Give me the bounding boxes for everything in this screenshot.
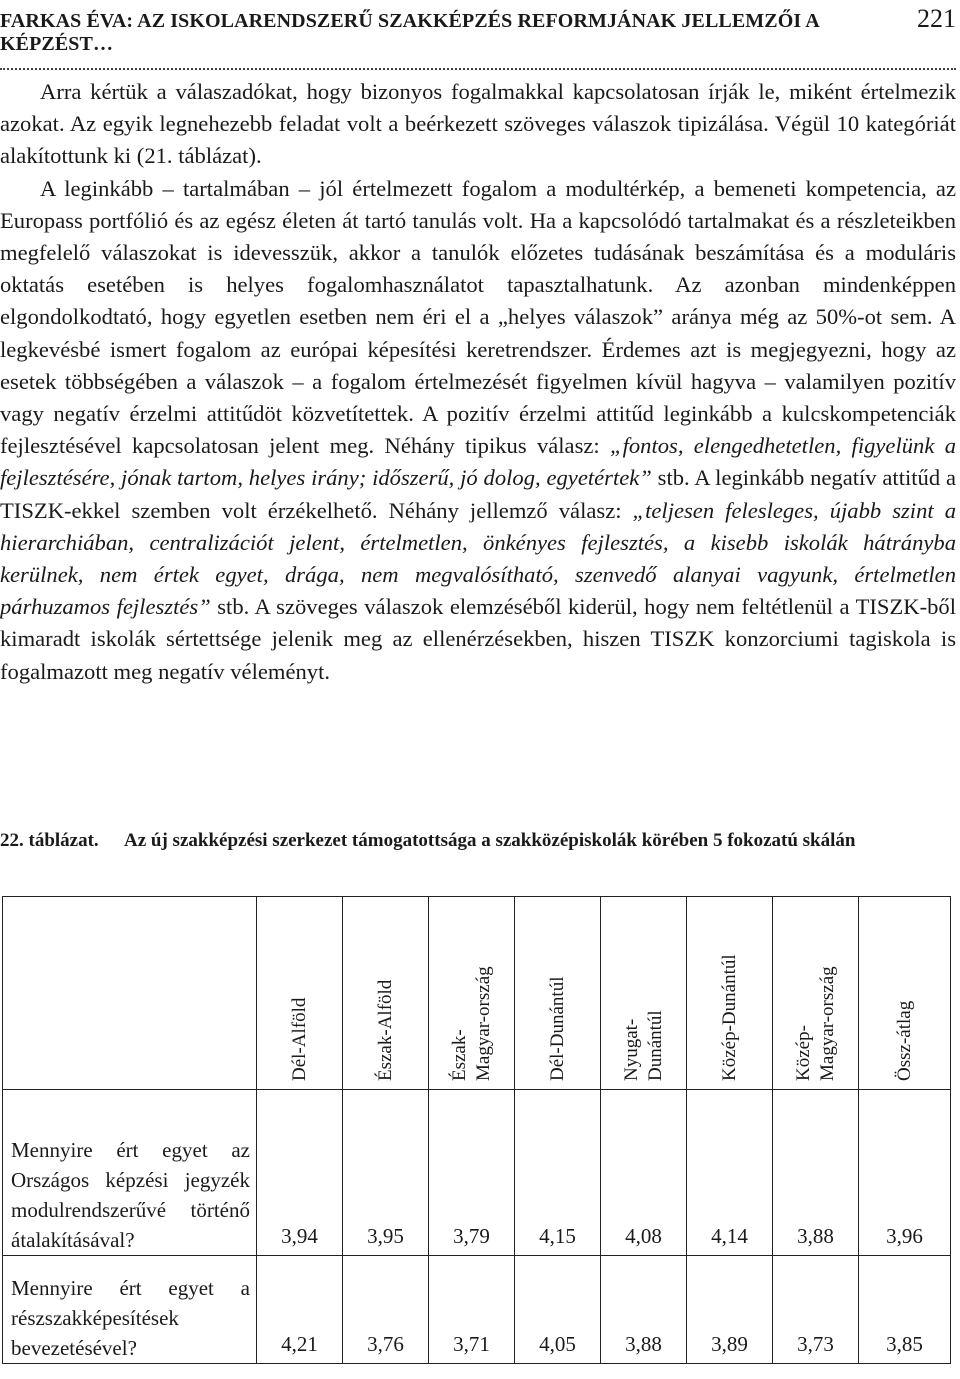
question-cell: Mennyire ért egyet az Országos képzési jegyzék modulrendszerűvé történő átalakításával? [3, 1090, 257, 1256]
value-cell: 4,21 [257, 1256, 343, 1364]
paragraph-2 [0, 173, 956, 688]
column-header-label: Közép- Magyar-ország [792, 966, 838, 1081]
value-cell: 3,88 [601, 1256, 687, 1364]
column-header [429, 897, 515, 1090]
value-cell: 3,95 [343, 1090, 429, 1256]
column-header [859, 897, 951, 1090]
body-text [0, 76, 956, 688]
running-header [0, 4, 956, 70]
column-header-label: Nyugat- Dunántúl [620, 1010, 666, 1081]
question-cell: Mennyire ért egyet a részszakképesítések bevezetésével? [3, 1256, 257, 1364]
column-header [343, 897, 429, 1090]
header-title: FARKAS ÉVA: AZ ISKOLARENDSZERŰ SZAKKÉPZÉS REFORMJÁNAK JELLEMZŐI A KÉPZÉST… [0, 10, 819, 55]
value-cell: 4,05 [515, 1256, 601, 1364]
value-cell: 3,94 [257, 1090, 343, 1256]
data-table [2, 896, 951, 1364]
value-cell: 4,08 [601, 1090, 687, 1256]
column-header [257, 897, 343, 1090]
table-number: 22. táblázat. [0, 830, 99, 851]
value-cell: 3,96 [859, 1090, 951, 1256]
value-cell: 3,88 [773, 1090, 859, 1256]
column-header [687, 897, 773, 1090]
quote-positive: „fontos, elengedhetetlen, figyelünk a fejlesztésére, jónak tartom, helyes irány; időszerű, jó dolog, egyetértek” [0, 433, 956, 491]
value-cell: 3,79 [429, 1090, 515, 1256]
table-row [3, 1090, 951, 1256]
value-cell: 3,71 [429, 1256, 515, 1364]
table-caption [0, 826, 956, 856]
table-title: Az új szakképzési szerkezet támogatottsága a szakközépiskolák körében 5 fokozatú skálán [124, 830, 856, 851]
page-number: 221 [917, 4, 956, 33]
paragraph-2-part-c: stb. A szöveges válaszok elemzéséből kiderül, hogy nem feltétlenül a TISZK-ből kimaradt iskolák sértettsége jelenik meg az ellenérzésekben, hiszen TISZK konzorciumi tagiskola is fogalmazott meg negatív véleményt. [0, 594, 956, 684]
column-header-label: Dél-Dunántúl [546, 976, 568, 1081]
table-corner-cell [3, 897, 257, 1090]
column-header [515, 897, 601, 1090]
column-header-label: Dél-Alföld [288, 997, 310, 1081]
quote-negative: „teljesen felesleges, újabb szint a hierarchiában, centralizációt jelent, értelmetlen, önkényes fejlesztés, a kisebb iskolák hátrányba kerülnek, nem értek egyet, drága, nem megvalósítható, szenvedő alanyai vagyunk, értelmetlen párhuzamos fejlesztés” [0, 497, 956, 620]
value-cell: 3,89 [687, 1256, 773, 1364]
column-header [773, 897, 859, 1090]
value-cell: 3,76 [343, 1256, 429, 1364]
value-cell: 3,73 [773, 1256, 859, 1364]
column-header-label: Észak- Magyar-ország [448, 966, 494, 1081]
value-cell: 4,14 [687, 1090, 773, 1256]
column-header-label: Össz-átlag [893, 1000, 915, 1081]
paragraph-2-part-a: A leginkább – tartalmában – jól értelmezett fogalom a modultérkép, a bemeneti kompetencia, az Europass portfólió és az egész életen át tartó tanulás volt. Ha a kapcsolódó tartalmakat és a részleteikben megfelelő válaszokat is idevesszük, akkor a tanulók előzetes tudásának beszámítása és a moduláris oktatás esetében is helyes fogalomhasználatot tapasztalhatunk. Az azonban mindenképpen elgondolkodtató, hogy egyetlen esetben nem éri el a „helyes válaszok” aránya még az 50%-ot sem. A legkevésbé ismert fogalom az európai képesítési keretrendszer. Érdemes azt is megjegyezni, hogy az esetek többségében a válaszok – a fogalom értelmezését figyelmen kívül hagyva – valamilyen pozitív vagy negatív érzelmi attitűdöt közvetítettek. A pozitív érzelmi attitűd leginkább a kulcskompetenciák fejlesztésével kapcsolatosan jelent meg. Néhány tipikus válasz: [0, 175, 956, 459]
column-header-label: Közép-Dunántúl [718, 954, 740, 1081]
table-row [3, 1256, 951, 1364]
value-cell: 3,85 [859, 1256, 951, 1364]
column-header-label: Észak-Alföld [374, 979, 396, 1081]
paragraph-2-part-b: stb. A leginkább negatív attitűd a TISZK-ekkel szemben volt érzékelhető. Néhány jellemző válasz: [0, 465, 956, 523]
value-cell: 4,15 [515, 1090, 601, 1256]
column-header [601, 897, 687, 1090]
table-header-row [3, 897, 951, 1090]
paragraph-1: Arra kértük a válaszadókat, hogy bizonyos fogalmakkal kapcsolatosan írják le, miként értelmezik azokat. Az egyik legnehezebb feladat volt a beérkezett szöveges válaszok tipizálása. Végül 10 kategóriát alakítottunk ki (21. táblázat). [0, 79, 956, 169]
